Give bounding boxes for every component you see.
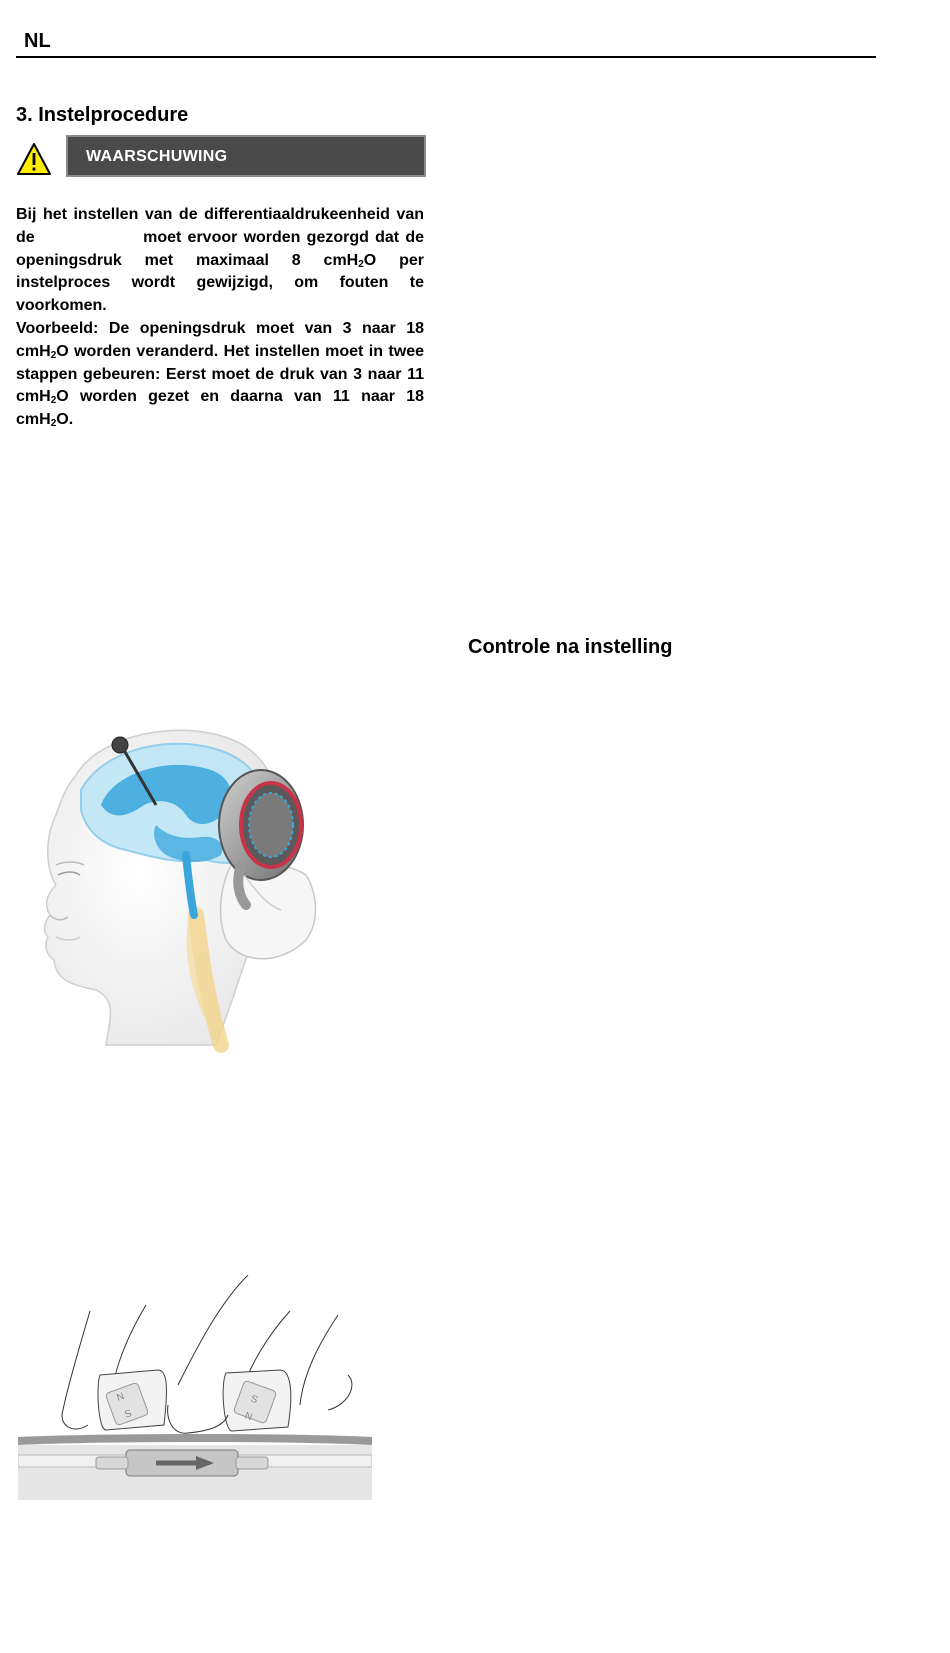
p2-text-c: O worden gezet en daarna van 11 naar 18 cmH [16,388,424,429]
paragraph-1 [16,204,424,318]
p1-text-b: moet ervoor worden gezorgd dat de openingsdruk met maximaal 8 cmH [16,228,424,269]
magnet-letter-s: S [123,1408,134,1421]
warning-body-text [16,204,424,432]
p2-text-d: O. [56,411,74,429]
p2-text-a: Voorbeeld: De openingsdruk moet van 3 naar 18 cmH [16,319,424,360]
magnet-letter-s-right: S [248,1393,260,1407]
head-with-adjustment-tool-illustration [16,715,356,1055]
language-label: NL [24,30,51,52]
p2-text-b: O worden veranderd. Het instellen moet in twee stappen gebeuren: Eerst moet de druk van 3 naar 11 cmH [16,342,424,406]
warning-banner [66,135,426,177]
section-title: 3. Instelprocedure [16,104,189,126]
magnet-letter-n-right: N [242,1410,254,1424]
subscript-2: 2 [50,395,57,407]
paragraph-2 [16,318,424,432]
right-column-title: Controle na instelling [468,636,673,658]
warning-label: WAARSCHUWING [86,148,228,165]
subscript-2: 2 [358,258,364,270]
p1-text-a: Bij het instellen van de differentiaaldrukeenheid van de [16,206,424,246]
subscript-2: 2 [50,418,57,430]
header-divider [16,56,876,58]
warning-triangle-icon [16,142,52,176]
subscript-2: 2 [50,349,57,361]
hands-with-magnets-on-valve-illustration [18,1275,372,1500]
p1-text-c: O per instelproces wordt gewijzigd, om fouten te voorkomen. [16,251,424,315]
magnet-letter-n: N [115,1391,126,1404]
